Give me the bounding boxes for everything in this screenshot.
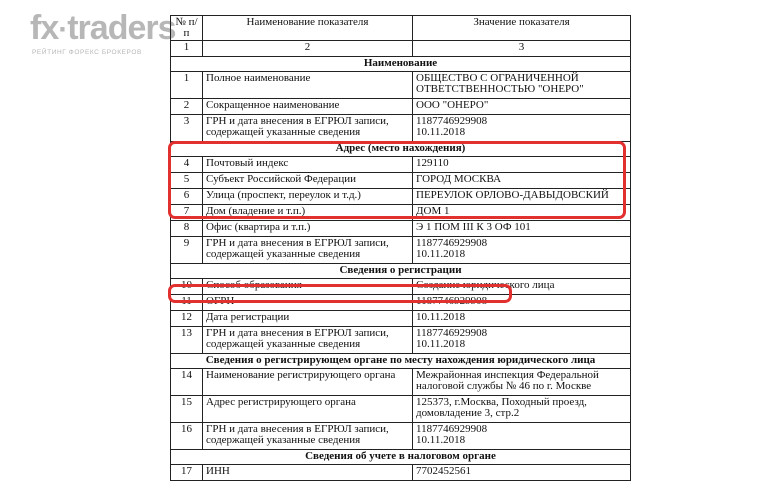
column-number: 3 [413,41,631,57]
row-value [413,423,631,450]
logo-traders: traders [67,9,176,47]
row-value [413,115,631,142]
table-row [171,221,631,237]
row-num: 14 [171,369,203,396]
section-authority [171,354,631,369]
grn-value: 1187746929908 [416,423,488,435]
date-value: 10.11.2018 [416,434,466,446]
row-num: 12 [171,311,203,327]
row-value: 1187746929908 [413,295,631,311]
row-num: 9 [171,237,203,264]
row-num: 17 [171,465,203,481]
row-num: 13 [171,327,203,354]
table-row [171,369,631,396]
fx-traders-logo [30,10,180,60]
row-name: ОГРН [203,295,413,311]
table-row [171,99,631,115]
section-title: Сведения о регистрации [171,264,631,279]
row-name: ГРН и дата внесения в ЕГРЮЛ записи, содержащей указанные сведения [203,423,413,450]
date-value: 10.11.2018 [416,126,466,138]
table-row [171,237,631,264]
row-num: 2 [171,99,203,115]
date-value: 10.11.2018 [416,338,466,350]
row-num: 7 [171,205,203,221]
row-num: 15 [171,396,203,423]
grn-value: 1187746929908 [416,327,488,339]
logo-wordmark [30,8,176,50]
table-row [171,396,631,423]
logo-separator: · [58,13,68,46]
section-title: Сведения об учете в налоговом органе [171,450,631,465]
row-num: 4 [171,157,203,173]
row-name: ГРН и дата внесения в ЕГРЮЛ записи, содержащей указанные сведения [203,327,413,354]
row-num: 11 [171,295,203,311]
section-title: Сведения о регистрирующем органе по месту нахождения юридического лица [171,354,631,369]
column-number-row [171,41,631,57]
column-number: 1 [171,41,203,57]
row-value: Создание юридического лица [413,279,631,295]
egrul-extract-table [170,15,631,481]
row-name: Дата регистрации [203,311,413,327]
table-row [171,423,631,450]
header-num: № п/п [171,16,203,41]
section-registration [171,264,631,279]
row-value: 125373, г.Москва, Походный проезд, домовладение 3, стр.2 [413,396,631,423]
section-tax [171,450,631,465]
row-name: Почтовый индекс [203,157,413,173]
row-name: ГРН и дата внесения в ЕГРЮЛ записи, содержащей указанные сведения [203,115,413,142]
row-name: Наименование регистрирующего органа [203,369,413,396]
row-value: Межрайонная инспекция Федеральной налоговой службы № 46 по г. Москве [413,369,631,396]
row-num: 16 [171,423,203,450]
row-value [413,327,631,354]
row-value [413,237,631,264]
row-name: Офис (квартира и т.п.) [203,221,413,237]
section-title: Адрес (место нахождения) [171,142,631,157]
column-number: 2 [203,41,413,57]
logo-fx: fx [30,9,59,47]
table-header-row [171,16,631,41]
table-row [171,115,631,142]
table-row [171,327,631,354]
address-highlight-box [168,141,626,219]
row-value: ДОМ 1 [413,205,631,221]
row-value: 7702452561 [413,465,631,481]
grn-value: 1187746929908 [416,115,488,127]
section-title: Наименование [171,57,631,72]
row-name: ИНН [203,465,413,481]
table-row [171,311,631,327]
grn-value: 1187746929908 [416,237,488,249]
row-num: 10 [171,279,203,295]
row-num: 5 [171,173,203,189]
row-name: Дом (владение и т.п.) [203,205,413,221]
logo-subtitle: РЕЙТИНГ ФОРЕКС БРОКЕРОВ [32,49,142,56]
row-num: 6 [171,189,203,205]
row-name: Субъект Российской Федерации [203,173,413,189]
row-value: ОБЩЕСТВО С ОГРАНИЧЕННОЙ ОТВЕТСТВЕННОСТЬЮ "ОНЕРО" [413,72,631,99]
row-num: 8 [171,221,203,237]
date-value: 10.11.2018 [416,248,466,260]
row-name: ГРН и дата внесения в ЕГРЮЛ записи, содержащей указанные сведения [203,237,413,264]
row-name: Улица (проспект, переулок и т.д.) [203,189,413,205]
row-num: 3 [171,115,203,142]
row-value: 129110 [413,157,631,173]
row-value: ООО "ОНЕРО" [413,99,631,115]
table-row [171,72,631,99]
row-value: 10.11.2018 [413,311,631,327]
row-num: 1 [171,72,203,99]
table-row [171,465,631,481]
row-name: Полное наименование [203,72,413,99]
row-value: Э 1 ПОМ III К 3 ОФ 101 [413,221,631,237]
row-value: ГОРОД МОСКВА [413,173,631,189]
header-name: Наименование показателя [203,16,413,41]
row-name: Способ образования [203,279,413,295]
row-name: Адрес регистрирующего органа [203,396,413,423]
registration-date-highlight-box [168,284,512,303]
row-value: ПЕРЕУЛОК ОРЛОВО-ДАВЫДОВСКИЙ [413,189,631,205]
header-value: Значение показателя [413,16,631,41]
section-naming [171,57,631,72]
row-name: Сокращенное наименование [203,99,413,115]
